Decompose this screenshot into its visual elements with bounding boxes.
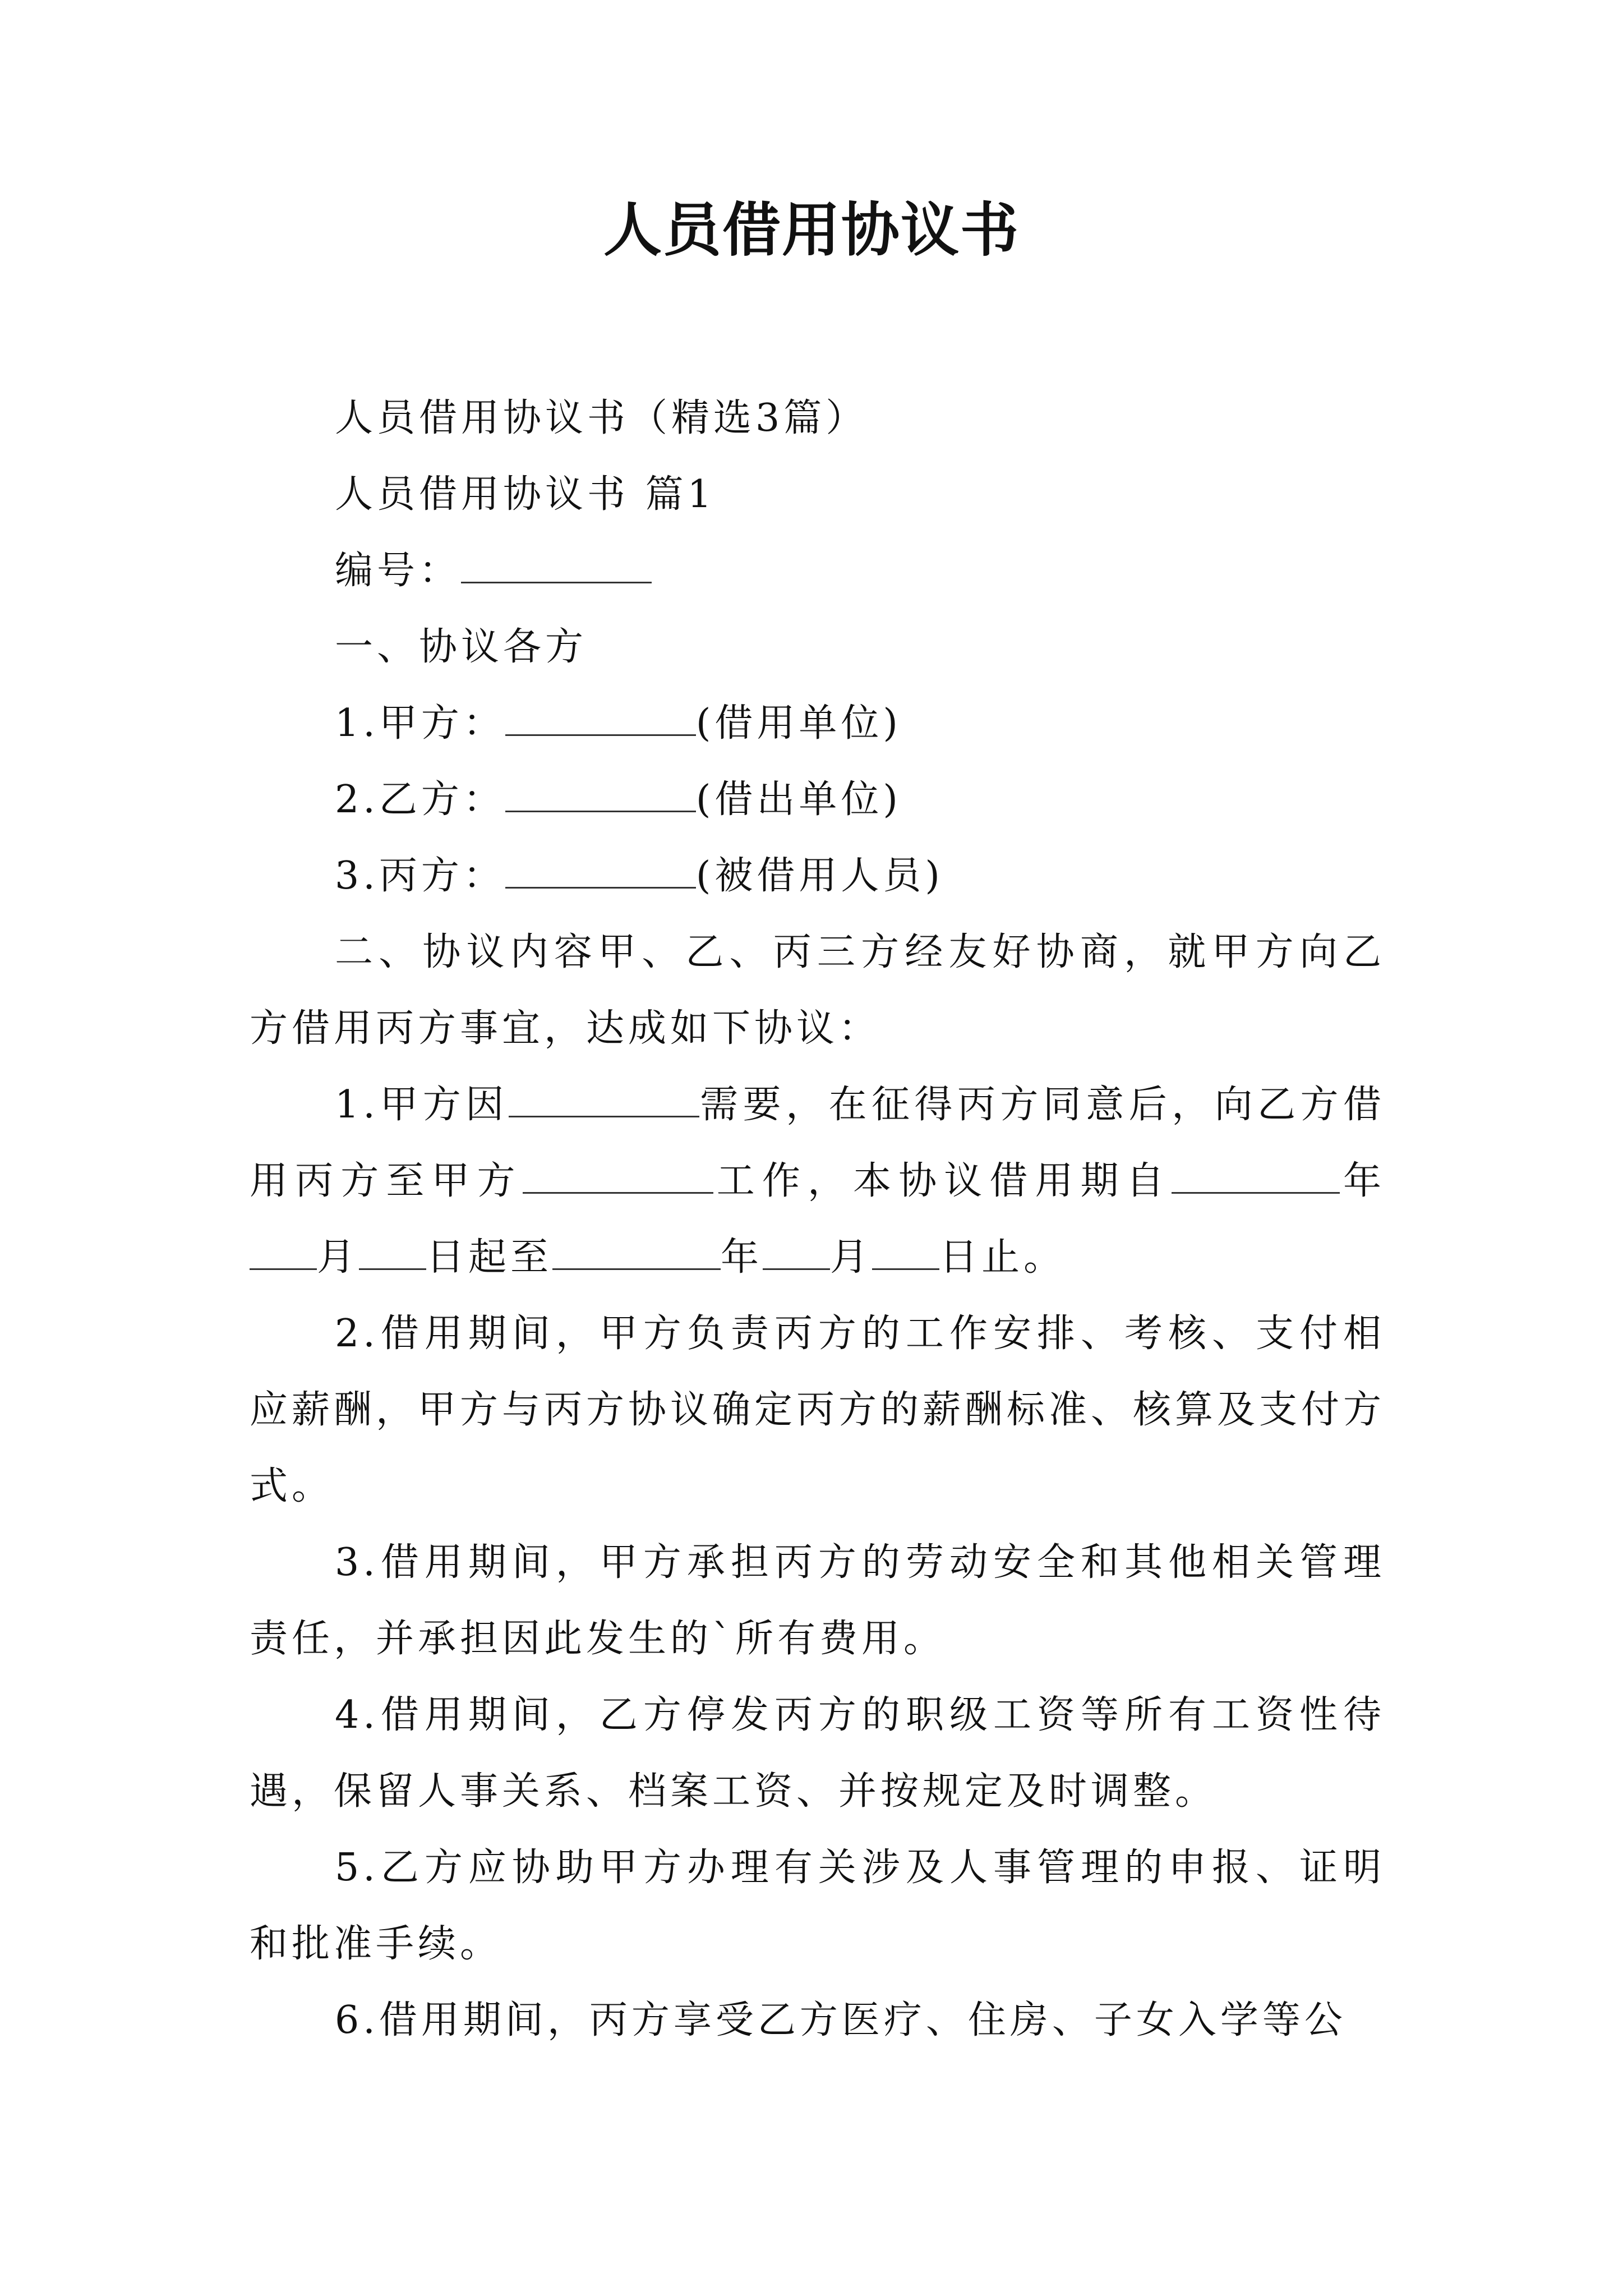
number-blank bbox=[461, 549, 652, 583]
clause-3: 3.借用期间，甲方承担丙方的劳动安全和其他相关管理责任，并承担因此发生的`所有费用。 bbox=[250, 1540, 1385, 1661]
party-b-note: (借出单位) bbox=[695, 777, 902, 822]
party-c-label: 3.丙方： bbox=[335, 854, 505, 898]
clause1-dept-blank bbox=[523, 1159, 713, 1194]
party-c-note: (被借用人员) bbox=[695, 854, 944, 898]
party-a-note: (借用单位) bbox=[695, 701, 902, 746]
document-body bbox=[250, 380, 1385, 2059]
clause1-start-day-blank bbox=[359, 1236, 426, 1270]
clause-5: 5.乙方应协助甲方办理有关涉及人事管理的申报、证明和批准手续。 bbox=[250, 1846, 1385, 1966]
party-a-line bbox=[250, 685, 1385, 762]
clause1-start-year-blank bbox=[1172, 1159, 1340, 1194]
party-b-line bbox=[250, 762, 1385, 838]
subtitle-line: 人员借用协议书（精选3篇） bbox=[335, 396, 868, 440]
section2-intro: 二、协议内容甲、乙、丙三方经友好协商，就甲方向乙方借用丙方事宜，达成如下协议： bbox=[250, 930, 1385, 1051]
clause1-start-month-blank bbox=[250, 1236, 317, 1270]
clause1-text-2: 需要，在征得丙方同意后，向乙方借用丙方至甲方 bbox=[250, 1083, 1385, 1203]
party-c-blank bbox=[505, 854, 696, 889]
clause-4: 4.借用期间，乙方停发丙方的职级工资等所有工资性待遇，保留人事关系、档案工资、并按规定及时调整。 bbox=[250, 1693, 1385, 1814]
clause1-text-1: 1.甲方因 bbox=[335, 1083, 509, 1127]
number-label: 编号： bbox=[335, 549, 462, 593]
clause1-text-7: 年 bbox=[721, 1235, 763, 1280]
clause1-text-9: 日止。 bbox=[939, 1235, 1066, 1280]
number-line bbox=[250, 533, 1385, 609]
section1-heading: 一、协议各方 bbox=[335, 625, 588, 669]
part-heading: 人员借用协议书 篇1 bbox=[335, 472, 716, 517]
clause1-text-5: 月 bbox=[317, 1235, 359, 1280]
party-c-line bbox=[250, 838, 1385, 914]
clause-2: 2.借用期间，甲方负责丙方的工作安排、考核、支付相应薪酬，甲方与丙方协议确定丙方的薪酬标准、核算及支付方式。 bbox=[250, 1312, 1386, 1508]
clause1-end-year-blank bbox=[552, 1236, 721, 1270]
clause1-text-3: 工作，本协议借用期自 bbox=[713, 1159, 1172, 1203]
party-a-blank bbox=[505, 702, 696, 736]
clause1-text-6: 日起至 bbox=[426, 1235, 553, 1280]
clause1-end-day-blank bbox=[872, 1236, 939, 1270]
clause1-end-month-blank bbox=[763, 1236, 830, 1270]
clause-1 bbox=[250, 1067, 1385, 1296]
party-b-blank bbox=[505, 778, 696, 812]
clause-6: 6.借用期间，丙方享受乙方医疗、住房、子女入学等公 bbox=[335, 1998, 1347, 2042]
document-title: 人员借用协议书 bbox=[603, 196, 1020, 264]
clause1-reason-blank bbox=[509, 1083, 699, 1117]
party-b-label: 2.乙方： bbox=[335, 777, 505, 822]
clause1-text-8: 月 bbox=[830, 1235, 873, 1280]
party-a-label: 1.甲方： bbox=[335, 701, 505, 746]
clause1-text-4: 年 bbox=[1339, 1159, 1385, 1203]
